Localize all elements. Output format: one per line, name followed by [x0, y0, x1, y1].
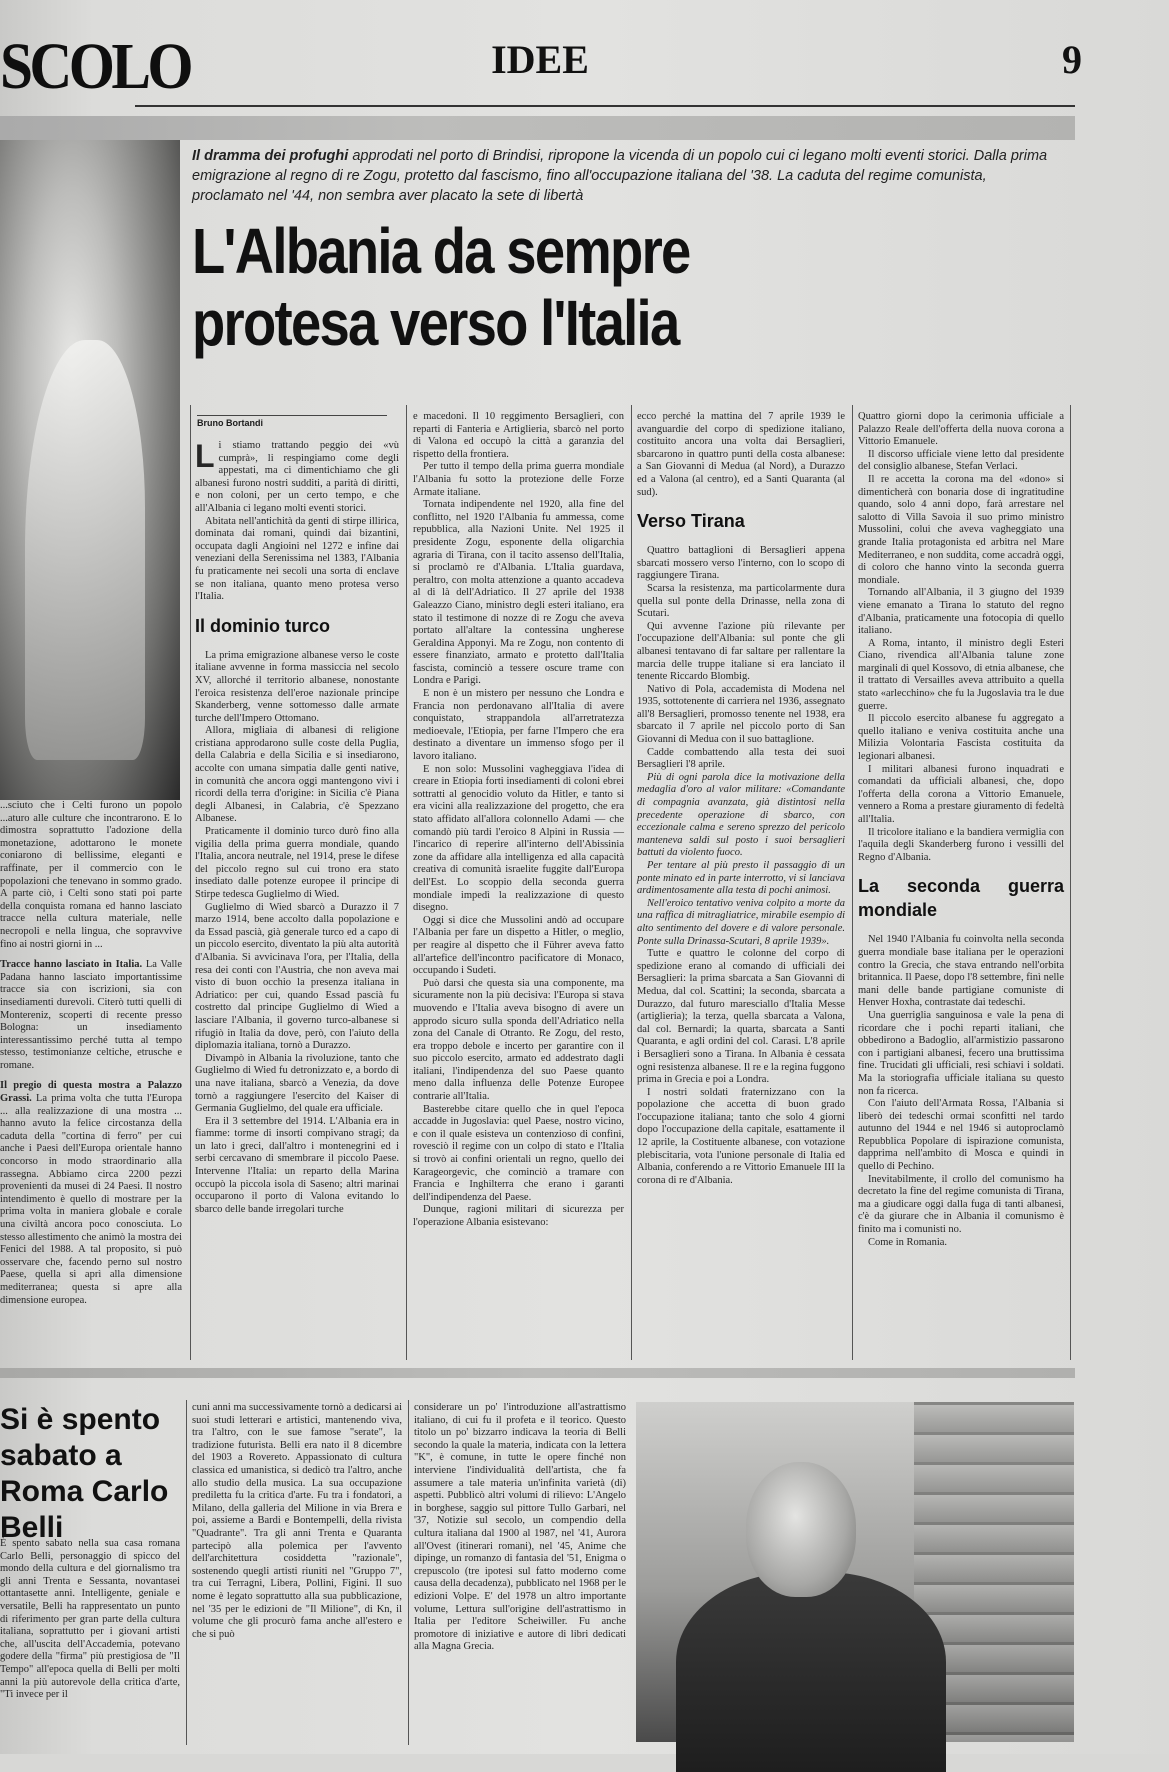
article-column-4 [858, 411, 1064, 1360]
paragraph: Divampò in Albania la rivoluzione, tanto che Guglielmo di Wied fu detronizzato e, a bordo di una nave italiana, sbarcò a Venezia, da dove tornò a raggiungere l'esercito del Kaiser di Germania Guglielmo, del quale era ufficiale. [195, 1052, 399, 1115]
paragraph: E non solo: Mussolini vagheggiava l'idea di creare in Etiopia forti insediamenti di coloni ebrei sottratti al genocidio voluto da Hitler, e tanto si era vicini alla realizzazione del progetto, che era stato affidato all'allora colonnello Adami — che comandò più tardi l'eroico 8 Alpini in Russia — l'incarico di reperire all'interno dell'Abissinia zone da affidare alla intelligenza ed alla capacità creativa di comunità israelite fuggite dall'Europa dell'Est. Lo scoppio della seconda guerra mondiale impedì la realizzazione di questo disegno. [413, 763, 624, 914]
article-column-3 [637, 411, 845, 1360]
paragraph: La prima emigrazione albanese verso le coste italiane avvenne in forma massiccia nel secolo XV, allorché il territorio albanese, nonostante l'eroica resistenza dell'eroe nazionale principe Skanderberg, venne sottomesso dalle armate turche dell'Impero Ottomano. [195, 649, 399, 724]
subheading: Verso Tirana [637, 511, 745, 532]
paragraph: Scarsa la resistenza, ma particolarmente dura quella sul ponte della Drinasse, nella zona di Scutari. [637, 582, 845, 620]
sidebar-paragraph: La Valle Padana hanno lasciato importantissime tracce sia con iscrizioni, sia con insediamenti durevoli. Citerò tutti quelli di Montereniz, scoperti di recente presso Bologna: un insediamento interessantissimo perché tutta al tempo stesso, testimonianze celtiche, etrusche e romane. [0, 959, 182, 1071]
subheading: Il dominio turco [195, 615, 330, 636]
column-rule [852, 405, 853, 1360]
obituary-column-1: È spento sabato nella sua casa romana Carlo Belli, personaggio di spicco del mondo della cultura e del giornalismo tra gli anni Trenta e Sessanta, novantasei ottantasette anni. Intelligente, geniale e versatile, Belli ha rappresentato un punto di riferimento per gran parte della cultura italiana, soprattutto per i giovani artisti che, all'uscita dell'Accademia, potevano godere della "firma" più prestigiosa de "Il Tempo" all'epoca quella di Belli per molti anni la più autorevole della critica d'arte, "Ti invece per il [0, 1538, 180, 1701]
article-column-2 [413, 411, 624, 1360]
paragraph: Oggi si dice che Mussolini andò ad occupare l'Albania per fare un dispetto a Hitler, o meglio, per reagire al dispetto che il Führer aveva fatto all'artefice dell'incontro pacificatore di Monaco, occupando i Sudeti. [413, 914, 624, 977]
paragraph: ecco perché la mattina del 7 aprile 1939 le avanguardie del corpo di spedizione italiano, costituito ancora una volta dai Bersaglieri, sbarcarono in quattro punti della costa albanese: a San Giovanni di Medua (al Nord), a Durazzo ed a Valona (al centro), ed a Santi Quaranta (al sud). [637, 411, 845, 498]
paragraph: Tornando all'Albania, il 3 giugno del 1939 viene emanato a Tirana lo statuto del regno d'Albania, praticamente una fotocopia di quello italiano. [858, 587, 1064, 637]
paragraph: Può darsi che questa sia una componente, ma sicuramente non la più decisiva: l'Europa si stava muovendo e l'Italia aveva bisogno di avere un approdo sicuro sulla sponda dell'Adriatico nella zona del Canale di Otranto. Re Zogu, del resto, era troppo debole e incerto per garantire con il suo piccolo esercito, armato ed addestrato dagli italiani, l'indipendenza del suo Paese quanto meno dalla influenza delle Potenze Europee contrarie all'Italia. [413, 977, 624, 1103]
paragraph: Basterebbe citare quello che in quel l'epoca accadde in Jugoslavia: quel Paese, nostro vicino, e con il quale esisteva un contenzioso di confini, rovesciò il regime con un colpo di stato e l'Italia si trovò ai confini orientali un regno, quello dei Karageorgevic, che cominciò a tramare con Francia e Inghilterra che erano i garanti dell'indipendenza del Paese. [413, 1103, 624, 1203]
sidebar-lead: Tracce hanno lasciato in Italia. [0, 959, 143, 971]
paragraph: Nel 1940 l'Albania fu coinvolta nella seconda guerra mondiale base italiana per le operazioni contro la Grecia, che stava entrando nell'orbita britannica. Il Paese, dopo l'8 settembre, finì nelle mani delle bande partigiane comuniste di Henver Hoxha, contrastate dai tedeschi. [858, 934, 1064, 1009]
section-title: IDEE [491, 37, 589, 82]
portrait-body [676, 1572, 946, 1772]
paragraph: Come in Romania. [868, 1236, 948, 1248]
column-rule [190, 405, 191, 1360]
paragraph: Il discorso ufficiale viene letto dal presidente del consiglio albanese, Stefan Verlaci. [858, 448, 1064, 473]
obituary-column-2: cuni anni ma successivamente tornò a dedicarsi ai suoi studi letterari e artistici, mantenendo viva, tra l'altro, con le sue famose "serate", la tradizione futurista. Belli era nato il 8 dicembre del 1903 a Rovereto. Appassionato di cultura classica ed umanistica, si dedicò tra l'altro, anche allo studio della musica. La sua occupazione prediletta fu la critica d'arte. Fu tra i fondatori, a Milano, della galleria del Milione in via Brera e poi, assieme a Bardi e Bontempelli, della rivista "Quadrante". Tra gli anni Trenta e Quaranta partecipò alla polemica per l'avvento dell'architettura cosiddetta "razionale", sostenendo quegli artisti riuniti nel "Gruppo 7", tra cui Terragni, Libera, Pollini, Figini. Il suo nome è legato soprattutto alla sua pubblicazione, nel '35 per le edizioni de "Il Milione", di Kn, il volume che gli procurò fama anche all'estero e che si può [192, 1402, 402, 1640]
paragraph: Una guerriglia sanguinosa e vale la pena di ricordare che i pochi reparti italiani, che obbedirono a Badoglio, all'armistizio passarono con i partigiani albanesi, fecero una bruttissima fine. Trucidati gli ufficiali, resi schiavi i soldati. Ma la storiografia ufficiale italiana su questo non fa ricerca. [858, 1009, 1064, 1097]
headline-line-1: L'Albania da sempre [192, 215, 690, 287]
paragraph: Per tutto il tempo della prima guerra mondiale l'Albania fu sotto la protezione delle Forze Armate italiane. [413, 461, 624, 498]
obituary-column-3: considerare un po' l'introduzione all'astrattismo italiano, di cui fu il profeta e il teorico. Questo titolo un po' bizzarro indicava la teoria di Belli secondo la quale la materia, indicata con la lettera "K", è comune, in tutte le opere finché non interviene l'individualità dell'artista, che fa assumere a tale materia un'infinita varietà (di) aspetti. Pubblicò altri volumi di rilievo: L'Angelo in borghese, saggio sul pittore Tullo Garbari, nel '37, Notizie sul secolo, un compendio della cultura italiana dal 1900 al 1987, nel '41, Aurora all'Ovest (itinerari romani), nel '45, Anime che dipinge, un romanzo di fantasia del '51, Enigma o crepuscolo (tre ipotesi sul fatto moderno come causa della decadenza), pubblicato nel 1968 per le edizioni Volpe. E' del 1978 un altro importante volume, Lettura sull'origine dell'astrattismo in Italia per l'editore Scheiwiller. Fu anche promotore di iniziative e autore di libri dedicati alla Magna Grecia. [414, 1402, 626, 1653]
obituary-headline: Si è spento sabato a Roma Carlo Belli [0, 1403, 169, 1544]
paragraph: Quattro giorni dopo la cerimonia ufficiale a Palazzo Reale dell'offerta della nuova corona a Vittorio Emanuele. [858, 411, 1064, 448]
drop-cap: L [195, 438, 215, 474]
headline-line-2: protesa verso l'Italia [192, 287, 679, 359]
standfirst-text: approdati nel porto di Brindisi, ripropone la vicenda di un popolo cui ci legano molti eventi storici. Dalla prima emigrazione al regno di re Zogu, protetto dal fascismo, fino all'occupazione italiana del '38. La caduta del regime comunista, proclamato nel '44, non sembra aver placato la sete di libertà [192, 148, 1048, 204]
paragraph: Cadde combattendo alla testa dei suoi Bersaglieri l'8 aprile. [637, 746, 845, 771]
sculpture-photo [0, 140, 180, 800]
paragraph: Con l'aiuto dell'Armata Rossa, l'Albania si liberò dei tedeschi ormai sconfitti nel tardo autunno del 1944 e nel 1946 si autoproclamò Repubblica Popolare di ispirazione comunista, dapprima nell'ambito di Mosca e quindi in quello di Pechino. [858, 1098, 1064, 1173]
paragraph: Era il 3 settembre del 1914. L'Albania era in fiamme: torme di insorti compivano stragi; da un lato i greci, dall'altro i montenegrini ed i serbi cercavano di smembrare il piccolo Paese. Intervenne l'Italia: un reparto della Marina occupò la piccola isola di Saseno; altri marinai occuparono il porto di Valona evitando lo sbarco delle bande irregolari turche [195, 1115, 399, 1215]
article-headline [192, 215, 787, 359]
bottom-band [0, 1368, 1075, 1378]
sidebar-article [0, 800, 182, 1330]
portrait-head [746, 1462, 856, 1597]
paragraph: Tornata indipendente nel 1920, alla fine del conflitto, nel 1920 l'Albania fu ammessa, come repubblica, alla Nazioni Unite. Nel 1925 il presidente Zogu, esponente della oligarchia agraria di Tirana, con il tacito assenso dell'Italia, si proclamò re d'Albania. L'Italia guardava, peraltro, con molta attenzione a quanto accadeva al di là dell'Adriatico. Il 27 aprile del 1938 Galeazzo Ciano, ministro degli esteri italiano, era stato il testimone di nozze di re Zogu che aveva portato all'altare la contessina ungherese Geraldina Apponyi. Ma re Zogu, non contento di essere finanziato, armato e protetto dall'Italia fascista, cominciò a tessere oscure trame con Londra e Parigi. [413, 499, 624, 687]
paragraph: Dunque, ragioni militari di sicurezza per l'operazione Albania esistevano: [413, 1204, 624, 1228]
portrait-photo [636, 1402, 1074, 1742]
paragraph: Allora, migliaia di albanesi di religione cristiana approdarono sulle coste della Puglia, della Calabria e della Sicilia e si insediarono, accolte con umana simpatia dalle genti native, in comunità che ancora oggi mantengono vivi i ricordi della terra d'origine: in Sicilia c'è Piana degli Albanesi, in Calabria, c'è Spezzano Albanese. [195, 725, 399, 825]
sidebar-lead: Il pregio di questa mostra a Palazzo Grassi. [0, 1080, 182, 1105]
sidebar-paragraph: La prima volta che tutta l'Europa ... alla realizzazione di una mostra ... hanno avuto la felice circostanza della caduta della "cortina di ferro" per cui anche i Paesi dell'Europa orientale hanno concorso in modo straordinario alla rassegna. Abbiamo circa 2200 pezzi provenienti da musei di 24 Paesi. Il nostro intendimento è quello di mostrare per la prima volta in maniera globale e corale una civiltà ancora poco conosciuta. Lo stesso allestimento che animò la mostra dei Fenici del 1988. A tal proposito, si può osservare che, facendo perno sul nostro Paese, quella si aprì alla dimensione mediterranea; questa si apre alla dimensione europea. [0, 1093, 182, 1306]
paragraph: Per tentare al più presto il passaggio di un ponte minato ed in parte interrotto, vi si lanciava ardimentosamente alla testa di pochi animosi. [637, 860, 845, 897]
paragraph: I nostri soldati fraternizzano con la popolazione che accetta di buon grado l'occupazione italiana; tanto che solo 4 giorni dopo l'occupazione della capitale, esattamente il 12 aprile, la Costituente albanese, con votazione plebiscitaria, vota l'unione personale di Italia ed Albania, conferendo a re Vittorio Emanuele III la corona di re d'Albania. [637, 1086, 845, 1186]
column-rule [631, 405, 632, 1360]
newspaper-masthead: SCOLO [0, 30, 190, 103]
paragraph: I militari albanesi furono inquadrati e comandati da ufficiali albanesi, che, dopo l'offerta della corona a Vittorio Emanuele, vennero a Roma a prestare giuramento di fedeltà all'Italia. [858, 763, 1064, 825]
paragraph: Nell'eroico tentativo veniva colpito a morte da una raffica di mitragliatrice, mirabile esempio di alto sentimento del dovere e di valore personale. Ponte sulla Drinassa-Scutari, 8 aprile 1939». [637, 897, 845, 947]
paragraph: Più di ogni parola dice la motivazione della medaglia d'oro al valor militare: «Comandante di compagnia avanzata, già distintosi nella precedente operazione di sbarco, con eccezionale calma e sereno sprezzo del pericolo manteneva saldi sul posto i suoi bersaglieri battuti da violento fuoco. [637, 771, 845, 859]
paragraph: i stiamo trattando peggio dei «vù cumprà», li respingiamo come degli appestati, ma ci dimentichiamo che gli albanesi furono nostri sudditi, a parità di diritti, e non coloni, per un certo tempo, e che all'Albania ci legano molti eventi storici. [195, 440, 399, 514]
article-byline: Bruno Bortandi [197, 415, 387, 428]
paragraph: Praticamente il dominio turco durò fino alla vigilia della prima guerra mondiale, quando l'Italia, ancora neutrale, nel 1914, prese le difese del piccolo regno sul cui trono era stato insediato dalle potenze europee il principe di Stirpe tedesca Guglielmo di Wied. [195, 826, 399, 900]
subheading: La seconda guerra mondiale [858, 876, 1064, 921]
paragraph: A Roma, intanto, il ministro degli Esteri Ciano, rivendica all'Albania talune zone marginali di quel Kossovo, di etnia albanese, che il trattato di Versailles aveva attribuito a quella stato «arlecchino» che fu la Jugoslavia tra le due guerre. [858, 637, 1064, 712]
paragraph: Tutte e quattro le colonne del corpo di spedizione erano al comando di ufficiali dei Bersaglieri: la prima sbarcata a San Giovanni di Medua, dal col. Scattini; la seconda, sbarcata a Durazzo, dal futuro maresciallo d'Italia Messe (artiglieria); la terza, quella sbarcata a Valona, dal col. Bernardi; la quarta, sbarcata a Santi Quaranta, e agli ordini del col. Carasi. L'8 aprile i Bersaglieri sono a Tirana. In Albania è cessata ogni resistenza albanese. Il re e la regina fuggono prima in Grecia e poi a Londra. [637, 948, 845, 1086]
paragraph: Quattro battaglioni di Bersaglieri appena sbarcati mossero verso l'interno, con lo scopo di raggiungere Tirana. [637, 545, 845, 582]
paragraph: Inevitabilmente, il crollo del comunismo ha decretato la fine del regime comunista di Tirana, ma a giudicare oggi dalla fuga di tanti albanesi, c'è da giurare che in Albania il comunismo è finito ma i comunisti no. [858, 1173, 1064, 1236]
paragraph: Il re accetta la corona ma del «dono» si dimenticherà con bonaria dose di ingratitudine quando, solo 4 anni dopo, farà arrestare nel salotto di Villa Savoia il suo primo ministro Mussolini, colui che aveva vagheggiato una grande Italia protagonista ed arbitra nel Mare Mediterraneo, e non suddita, come accadrà oggi, di coloro che hanno vinto la seconda guerra mondiale. [858, 473, 1064, 586]
column-rule [408, 1400, 409, 1745]
header-band [0, 116, 1075, 140]
paragraph: Il piccolo esercito albanese fu aggregato a quello italiano e veniva costituita anche una Milizia Volontaria Fascista costituita da legionari albanesi. [858, 713, 1064, 763]
column-rule [1070, 405, 1071, 1360]
paragraph: Il tricolore italiano e la bandiera vermiglia con l'aquila degli Skanderberg furono i vessilli del Regno d'Albania. [858, 826, 1064, 863]
sidebar-paragraph: ...sciuto che i Celti furono un popolo ...aturo alle culture che incontrarono. E lo dimostra soprattutto l'adozione della monetazione, adottarono le monete coniarono di bellissime, eleganti e raffinate, per il commercio con le popolazioni che tenevano in sommo grado. A parte ciò, i Celti sono stati poi parte della conquista romana ed hanno lasciato tracce nella cultura materiale, nelle necropoli e nella lingua, che sopravvive fino ai nostri giorni in ... [0, 800, 182, 950]
column-rule [186, 1400, 187, 1745]
article-column-1 [195, 440, 399, 1360]
article-standfirst [192, 146, 1062, 206]
standfirst-lead: Il dramma dei profughi [192, 148, 349, 164]
column-rule [406, 405, 407, 1360]
sculpture-figure [25, 340, 145, 760]
paragraph: Guglielmo di Wied sbarcò a Durazzo il 7 marzo 1914, bene accolto dalla popolazione e da Essad pascià, già generale turco ed a capo di un piccolo esercito, diventato la più alta autorità d'Albania. Si avvicinava l'ora, per l'Italia, della resa dei conti con l'Austria, che non aveva mai visto di buon occhio la presenza italiana in Adriatico: per cui, quando Essad pascià fu costretto dal principe Guglielmo di Wied a lasciare l'Albania, il governo turco-albanese si rifugiò in Italia da dove, però, con l'aiuto della diplomazia italiana, tornò a Durazzo. [195, 901, 399, 1052]
page-number: 9 [1062, 37, 1082, 82]
paragraph: e macedoni. Il 10 reggimento Bersaglieri, con reparti di Fanteria e Artiglieria, sbarcò nel porto di Valona ed occupò la città a garanzia del rispetto della frontiera. [413, 411, 624, 460]
header-rule [135, 105, 1075, 107]
paragraph: Nativo di Pola, accademista di Modena nel 1935, sottotenente di carriera nel 1936, assegnato all'8 Bersaglieri, promosso tenente nel 1938, era sbarcato il 7 aprile nel piccolo porto di San Giovanni di Medua con il suo battaglione. [637, 683, 845, 746]
paragraph: Qui avvenne l'azione più rilevante per l'occupazione dell'Albania: sul ponte che gli albanesi tentavano di far saltare per rallentare la marcia delle truppe italiane si era lanciato il tenente Riccardo Blombig. [637, 620, 845, 683]
paragraph: Abitata nell'antichità da genti di stirpe illirica, dominata dai romani, quindi dai bizantini, occupata dagli Angioini nel 1272 e infine dai veneziani della Serenissima nel 1383, l'Albania fu praticamente nei secoli una sorta di enclave se non italiana, quanto meno protesa verso l'Italia. [195, 515, 399, 603]
paragraph: E non è un mistero per nessuno che Londra e Francia non perdonavano all'Italia di avere conquistato, strappandola all'arretratezza medioevale, l'Etiopia, per farne l'Impero che era destinato a diventare un immenso sfogo per il lavoro italiano. [413, 688, 624, 763]
